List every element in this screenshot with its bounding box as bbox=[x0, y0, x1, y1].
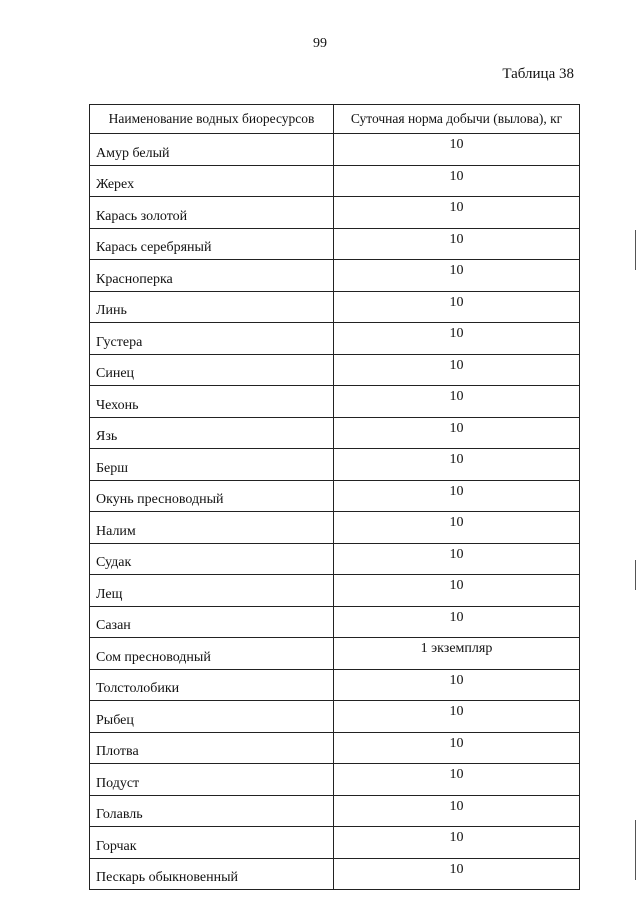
daily-norm-cell: 1 экземпляр bbox=[334, 638, 580, 670]
table-row bbox=[90, 323, 580, 355]
table-row bbox=[90, 449, 580, 481]
daily-norm-cell: 10 bbox=[334, 764, 580, 796]
species-name-cell: Карась золотой bbox=[90, 197, 334, 229]
scan-edge-mark bbox=[635, 560, 636, 590]
table-row bbox=[90, 134, 580, 166]
species-name-cell: Горчак bbox=[90, 827, 334, 859]
table-row bbox=[90, 764, 580, 796]
column-header-name: Наименование водных биоресурсов bbox=[90, 105, 334, 134]
daily-norm-cell: 10 bbox=[334, 543, 580, 575]
table-row bbox=[90, 417, 580, 449]
daily-norm-cell: 10 bbox=[334, 260, 580, 292]
table-header-row bbox=[90, 105, 580, 134]
species-name-cell: Берш bbox=[90, 449, 334, 481]
species-name-cell: Окунь пресноводный bbox=[90, 480, 334, 512]
table-row bbox=[90, 701, 580, 733]
species-name-cell: Жерех bbox=[90, 165, 334, 197]
daily-norm-cell: 10 bbox=[334, 386, 580, 418]
table-row bbox=[90, 354, 580, 386]
daily-norm-cell: 10 bbox=[334, 134, 580, 166]
table-row bbox=[90, 260, 580, 292]
species-name-cell: Пескарь обыкновенный bbox=[90, 858, 334, 890]
species-name-cell: Густера bbox=[90, 323, 334, 355]
table-row bbox=[90, 512, 580, 544]
species-name-cell: Красноперка bbox=[90, 260, 334, 292]
page-number: 99 bbox=[313, 36, 327, 51]
table-row bbox=[90, 480, 580, 512]
daily-norm-cell: 10 bbox=[334, 291, 580, 323]
daily-norm-cell: 10 bbox=[334, 701, 580, 733]
table-row bbox=[90, 197, 580, 229]
species-name-cell: Амур белый bbox=[90, 134, 334, 166]
scan-edge-mark bbox=[635, 820, 636, 880]
column-header-norm: Суточная норма добычи (вылова), кг bbox=[334, 105, 580, 134]
daily-norm-cell: 10 bbox=[334, 354, 580, 386]
daily-norm-cell: 10 bbox=[334, 480, 580, 512]
fishing-norms-table bbox=[89, 104, 580, 890]
daily-norm-cell: 10 bbox=[334, 165, 580, 197]
species-name-cell: Лещ bbox=[90, 575, 334, 607]
species-name-cell: Язь bbox=[90, 417, 334, 449]
table-row bbox=[90, 575, 580, 607]
daily-norm-cell: 10 bbox=[334, 512, 580, 544]
species-name-cell: Сазан bbox=[90, 606, 334, 638]
daily-norm-cell: 10 bbox=[334, 323, 580, 355]
daily-norm-cell: 10 bbox=[334, 197, 580, 229]
daily-norm-cell: 10 bbox=[334, 606, 580, 638]
table-caption: Таблица 38 bbox=[502, 66, 574, 82]
table-row bbox=[90, 291, 580, 323]
table-row bbox=[90, 165, 580, 197]
species-name-cell: Голавль bbox=[90, 795, 334, 827]
species-name-cell: Судак bbox=[90, 543, 334, 575]
table-body bbox=[90, 134, 580, 890]
table-row bbox=[90, 732, 580, 764]
species-name-cell: Синец bbox=[90, 354, 334, 386]
species-name-cell: Линь bbox=[90, 291, 334, 323]
daily-norm-cell: 10 bbox=[334, 575, 580, 607]
species-name-cell: Подуст bbox=[90, 764, 334, 796]
daily-norm-cell: 10 bbox=[334, 795, 580, 827]
daily-norm-cell: 10 bbox=[334, 228, 580, 260]
table-row bbox=[90, 543, 580, 575]
table-row bbox=[90, 606, 580, 638]
daily-norm-cell: 10 bbox=[334, 858, 580, 890]
species-name-cell: Налим bbox=[90, 512, 334, 544]
species-name-cell: Рыбец bbox=[90, 701, 334, 733]
table-row bbox=[90, 228, 580, 260]
table-row bbox=[90, 386, 580, 418]
species-name-cell: Карась серебряный bbox=[90, 228, 334, 260]
table-row bbox=[90, 858, 580, 890]
table-row bbox=[90, 669, 580, 701]
daily-norm-cell: 10 bbox=[334, 732, 580, 764]
daily-norm-cell: 10 bbox=[334, 449, 580, 481]
table-row bbox=[90, 827, 580, 859]
daily-norm-cell: 10 bbox=[334, 417, 580, 449]
species-name-cell: Толстолобики bbox=[90, 669, 334, 701]
daily-norm-cell: 10 bbox=[334, 669, 580, 701]
species-name-cell: Плотва bbox=[90, 732, 334, 764]
daily-norm-cell: 10 bbox=[334, 827, 580, 859]
table-row bbox=[90, 638, 580, 670]
table-row bbox=[90, 795, 580, 827]
scan-edge-mark bbox=[635, 230, 636, 270]
species-name-cell: Чехонь bbox=[90, 386, 334, 418]
species-name-cell: Сом пресноводный bbox=[90, 638, 334, 670]
